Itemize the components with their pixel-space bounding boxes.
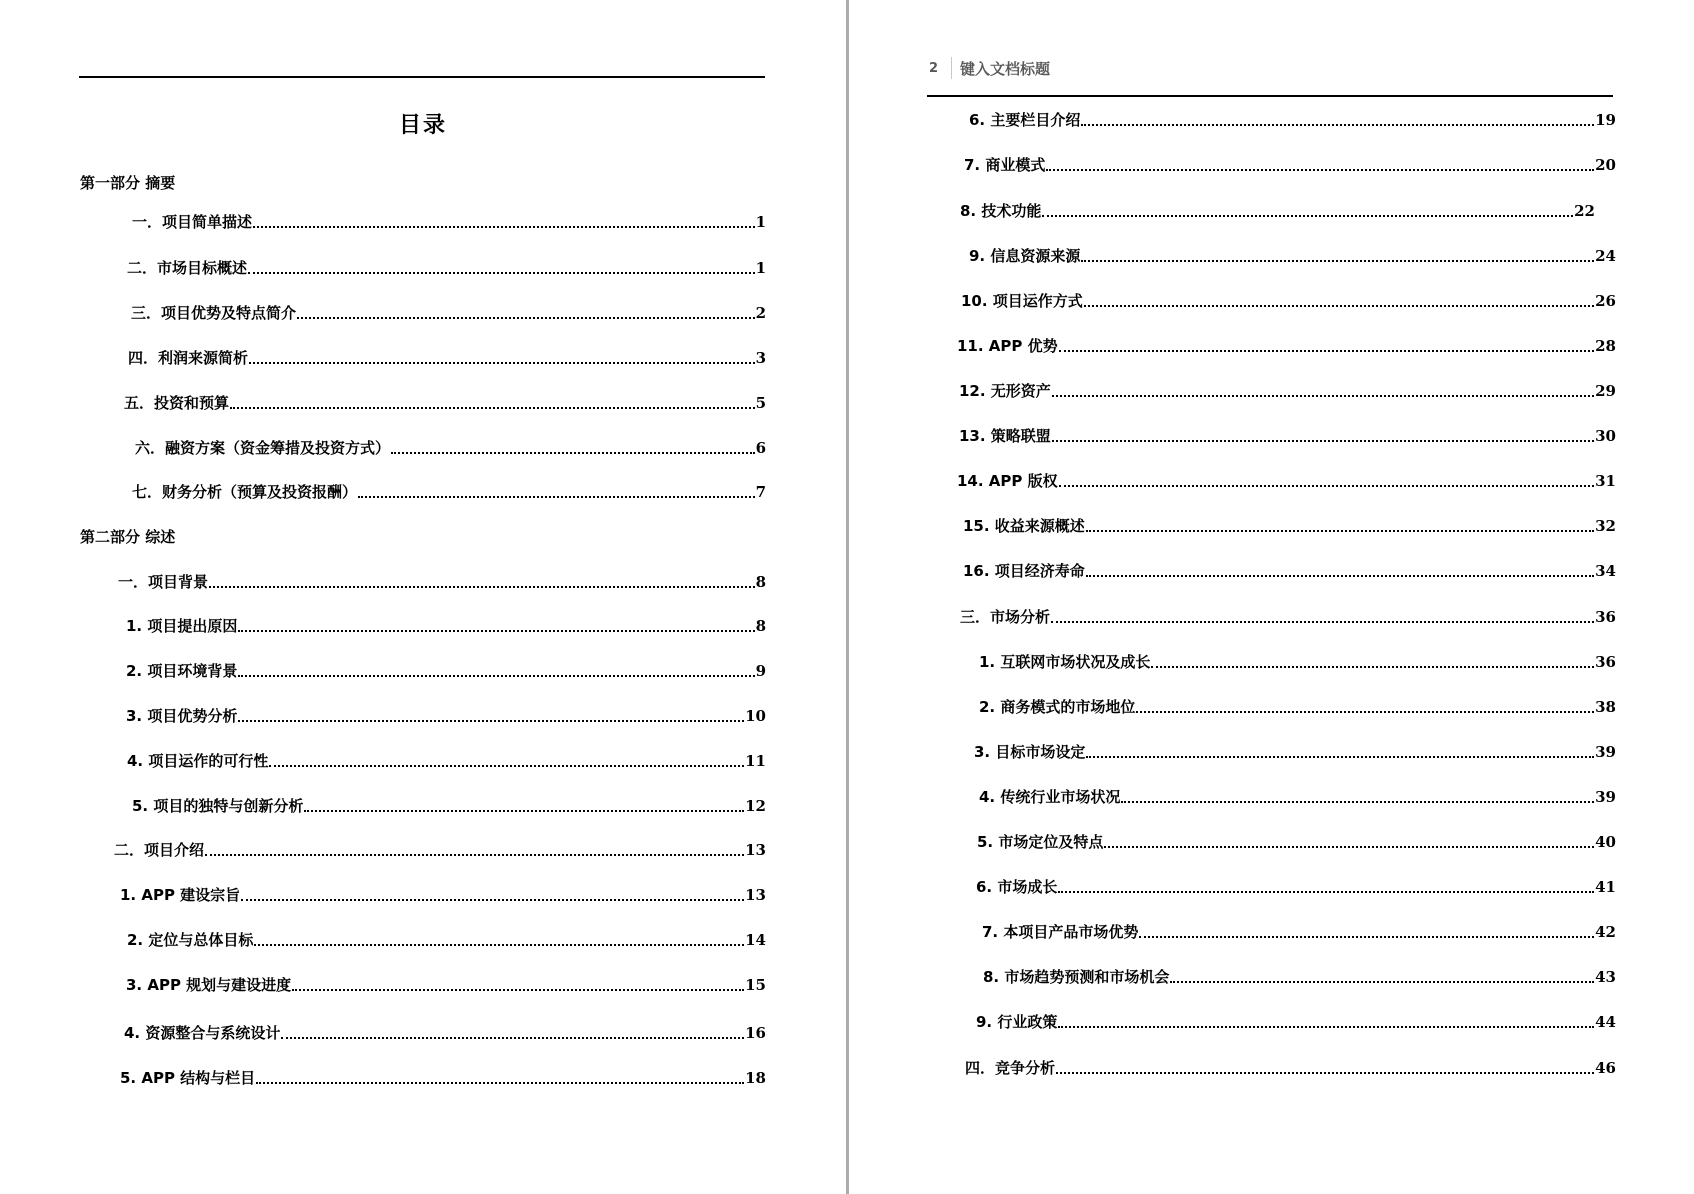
toc-page-number: 3: [755, 349, 766, 367]
toc-entry-label: 3. APP 规划与建设进度: [126, 976, 292, 994]
dot-leader: [238, 720, 744, 722]
toc-entry-label: 5. APP 结构与栏目: [120, 1069, 256, 1087]
toc-page-number: 13: [745, 886, 766, 904]
toc-page-number: 10: [745, 707, 766, 725]
toc-page-number: 40: [1595, 833, 1616, 851]
toc-page-number: 32: [1595, 517, 1616, 535]
toc-page-number: 19: [1595, 111, 1616, 129]
toc-entry[interactable]: [963, 561, 1616, 581]
dot-leader: [1084, 305, 1594, 307]
toc-page-left: [0, 0, 846, 1194]
toc-entry[interactable]: [126, 616, 766, 636]
toc-page-number: 9: [755, 662, 766, 680]
dot-leader: [281, 1037, 744, 1039]
toc-page-number: 13: [745, 841, 766, 859]
toc-entry-label: 1. 互联网市场状况及成长: [979, 653, 1151, 671]
toc-entry[interactable]: [124, 1023, 766, 1043]
dot-leader: [391, 452, 755, 454]
header-page-number: 2: [929, 60, 939, 76]
toc-page-number: 8: [755, 617, 766, 635]
toc-page-number: 8: [755, 573, 766, 591]
dot-leader: [1086, 575, 1594, 577]
toc-page-number: 5: [755, 394, 766, 412]
dot-leader: [304, 810, 744, 812]
toc-entry-label: 9. 行业政策: [976, 1013, 1058, 1031]
toc-page-number: 22: [1574, 202, 1595, 220]
toc-entry-label: 7. 本项目产品市场优势: [982, 923, 1139, 941]
toc-entry[interactable]: [118, 572, 766, 592]
toc-entry-label: 14. APP 版权: [957, 472, 1058, 490]
header-rule: [927, 95, 1613, 97]
dot-leader: [1046, 169, 1594, 171]
toc-entry[interactable]: [957, 336, 1616, 356]
dot-leader: [1052, 395, 1594, 397]
toc-entry-label: 3. 目标市场设定: [974, 743, 1086, 761]
toc-entry[interactable]: [127, 258, 766, 278]
toc-page-number: 18: [745, 1069, 766, 1087]
toc-entry[interactable]: [132, 482, 766, 502]
toc-entry[interactable]: [959, 426, 1616, 446]
dot-leader: [292, 989, 744, 991]
dot-leader: [253, 226, 755, 228]
toc-page-number: 46: [1595, 1059, 1616, 1077]
toc-entry-label: 四．利润来源简析: [128, 349, 249, 367]
header-separator: [951, 57, 952, 79]
toc-page-number: 34: [1595, 562, 1616, 580]
toc-page-number: 36: [1595, 653, 1616, 671]
toc-entry-label: 4. 项目运作的可行性: [127, 752, 269, 770]
toc-entry[interactable]: [960, 201, 1595, 221]
dot-leader: [358, 496, 755, 498]
toc-entry[interactable]: [969, 110, 1616, 130]
toc-entry[interactable]: [965, 1058, 1616, 1078]
toc-entry-label: 三．市场分析: [960, 608, 1051, 626]
toc-part-heading[interactable]: 第一部分 摘要: [80, 174, 176, 192]
toc-page-right: [849, 0, 1694, 1194]
dot-leader: [205, 854, 744, 856]
toc-entry[interactable]: [135, 438, 766, 458]
dot-leader: [1056, 1072, 1594, 1074]
toc-entry-label: 一．项目简单描述: [132, 213, 253, 231]
dot-leader: [1059, 350, 1595, 352]
toc-entry-label: 5. 项目的独特与创新分析: [132, 797, 304, 815]
page-header: [929, 56, 1050, 80]
toc-entry[interactable]: [983, 967, 1616, 987]
toc-entry[interactable]: [132, 796, 766, 816]
toc-page-number: 20: [1595, 156, 1616, 174]
toc-entry-label: 二．市场目标概述: [127, 259, 248, 277]
toc-entry-label: 7. 商业模式: [964, 156, 1046, 174]
toc-entry-label: 3. 项目优势分析: [126, 707, 238, 725]
dot-leader: [1151, 666, 1594, 668]
toc-entry-label: 4. 资源整合与系统设计: [124, 1024, 281, 1042]
dot-leader: [1121, 801, 1594, 803]
dot-leader: [1086, 756, 1594, 758]
toc-entry[interactable]: [127, 930, 766, 950]
toc-entry[interactable]: [969, 246, 1616, 266]
toc-entry[interactable]: [114, 840, 766, 860]
toc-page-number: 39: [1595, 788, 1616, 806]
dot-leader: [230, 407, 755, 409]
toc-entry[interactable]: [976, 877, 1616, 897]
toc-page-number: 30: [1595, 427, 1616, 445]
dot-leader: [297, 317, 755, 319]
toc-page-number: 11: [745, 752, 766, 770]
toc-entry-label: 6. 主要栏目介绍: [969, 111, 1081, 129]
toc-page-number: 16: [745, 1024, 766, 1042]
toc-entry[interactable]: [126, 661, 766, 681]
toc-page-number: 36: [1595, 608, 1616, 626]
toc-page-number: 39: [1595, 743, 1616, 761]
toc-entry[interactable]: [974, 742, 1616, 762]
dot-leader: [1059, 485, 1595, 487]
toc-page-number: 15: [745, 976, 766, 994]
dot-leader: [1051, 621, 1594, 623]
toc-entry[interactable]: [964, 155, 1616, 175]
toc-entry-label: 13. 策略联盟: [959, 427, 1051, 445]
toc-entry-label: 1. 项目提出原因: [126, 617, 238, 635]
toc-entry-label: 2. 定位与总体目标: [127, 931, 254, 949]
toc-entry[interactable]: [957, 471, 1616, 491]
toc-entry[interactable]: [132, 212, 766, 232]
dot-leader: [254, 944, 744, 946]
toc-page-number: 31: [1595, 472, 1616, 490]
toc-entry-label: 12. 无形资产: [959, 382, 1051, 400]
toc-page-number: 2: [755, 304, 766, 322]
dot-leader: [1170, 981, 1594, 983]
toc-page-number: 44: [1595, 1013, 1616, 1031]
toc-entry[interactable]: [961, 291, 1616, 311]
dot-leader: [1086, 530, 1594, 532]
toc-entry[interactable]: [959, 381, 1616, 401]
dot-leader: [1052, 440, 1594, 442]
toc-entry[interactable]: [977, 832, 1616, 852]
dot-leader: [256, 1082, 744, 1084]
toc-entry[interactable]: [126, 706, 766, 726]
toc-entry[interactable]: [128, 348, 766, 368]
header-doc-title[interactable]: 键入文档标题: [960, 59, 1051, 78]
dot-leader: [269, 765, 744, 767]
toc-entry-label: 4. 传统行业市场状况: [979, 788, 1121, 806]
toc-page-number: 26: [1595, 292, 1616, 310]
toc-entry[interactable]: [979, 697, 1616, 717]
toc-page-number: 1: [755, 259, 766, 277]
dot-leader: [238, 675, 754, 677]
toc-entry-label: 5. 市场定位及特点: [977, 833, 1104, 851]
toc-page-number: 42: [1595, 923, 1616, 941]
dot-leader: [1104, 846, 1594, 848]
toc-entry-label: 六．融资方案（资金筹措及投资方式）: [135, 439, 391, 457]
toc-entry-label: 8. 技术功能: [960, 202, 1042, 220]
toc-entry-label: 一．项目背景: [118, 573, 209, 591]
toc-entry-label: 五．投资和预算: [124, 394, 230, 412]
toc-entry-label: 15. 收益来源概述: [963, 517, 1085, 535]
toc-entry[interactable]: [120, 1068, 766, 1088]
toc-page-number: 38: [1595, 698, 1616, 716]
toc-entry[interactable]: [131, 303, 766, 323]
toc-entry[interactable]: [963, 516, 1616, 536]
dot-leader: [1058, 1026, 1594, 1028]
dot-leader: [1081, 260, 1594, 262]
dot-leader: [249, 362, 755, 364]
toc-entry-label: 8. 市场趋势预测和市场机会: [983, 968, 1170, 986]
toc-title: 目录: [398, 113, 447, 138]
toc-page-number: 43: [1595, 968, 1616, 986]
toc-entry-label: 2. 商务模式的市场地位: [979, 698, 1136, 716]
toc-entry-label: 四．竞争分析: [965, 1059, 1056, 1077]
toc-page-number: 14: [745, 931, 766, 949]
toc-entry-label: 10. 项目运作方式: [961, 292, 1083, 310]
toc-entry[interactable]: [127, 751, 766, 771]
toc-page-number: 28: [1595, 337, 1616, 355]
toc-entry[interactable]: [976, 1012, 1616, 1032]
toc-entry[interactable]: [960, 607, 1616, 627]
dot-leader: [248, 272, 755, 274]
toc-page-number: 41: [1595, 878, 1616, 896]
dot-leader: [1136, 711, 1594, 713]
top-rule: [79, 76, 765, 78]
dot-leader: [1058, 891, 1594, 893]
toc-entry[interactable]: [979, 787, 1616, 807]
toc-entry-label: 9. 信息资源来源: [969, 247, 1081, 265]
toc-entry[interactable]: [126, 975, 766, 995]
dot-leader: [238, 630, 754, 632]
toc-entry-label: 1. APP 建设宗旨: [120, 886, 241, 904]
toc-entry[interactable]: [982, 922, 1616, 942]
toc-page-number: 24: [1595, 247, 1616, 265]
toc-entry-label: 11. APP 优势: [957, 337, 1058, 355]
toc-entry-label: 16. 项目经济寿命: [963, 562, 1085, 580]
dot-leader: [1042, 215, 1573, 217]
dot-leader: [1081, 124, 1594, 126]
toc-page-number: 29: [1595, 382, 1616, 400]
toc-page-number: 1: [755, 213, 766, 231]
dot-leader: [209, 586, 755, 588]
toc-entry-label: 6. 市场成长: [976, 878, 1058, 896]
toc-entry-label: 二．项目介绍: [114, 841, 205, 859]
toc-entry[interactable]: [124, 393, 766, 413]
toc-page-number: 12: [745, 797, 766, 815]
toc-entry[interactable]: [120, 885, 766, 905]
toc-page-number: 7: [755, 483, 766, 501]
dot-leader: [1139, 936, 1594, 938]
toc-entry-label: 2. 项目环境背景: [126, 662, 238, 680]
toc-entry[interactable]: [979, 652, 1616, 672]
toc-part-heading[interactable]: 第二部分 综述: [80, 528, 176, 546]
toc-entry-label: 七．财务分析（预算及投资报酬）: [132, 483, 358, 501]
dot-leader: [241, 899, 744, 901]
toc-page-number: 6: [755, 439, 766, 457]
toc-entry-label: 三．项目优势及特点简介: [131, 304, 297, 322]
